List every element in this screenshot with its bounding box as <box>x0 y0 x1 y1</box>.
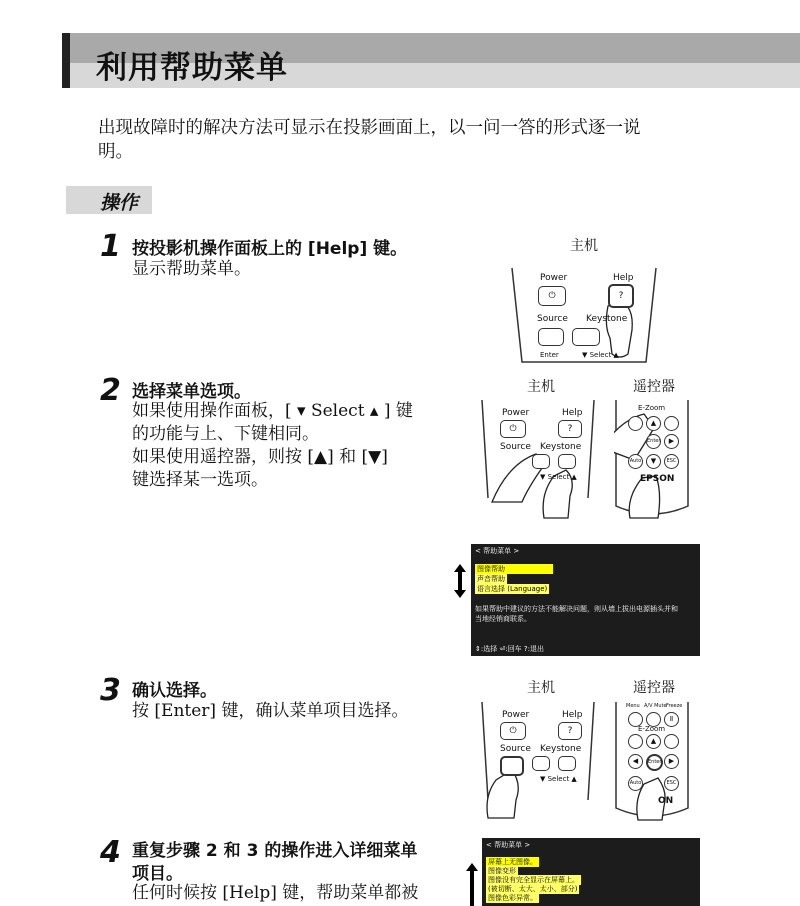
power-button[interactable]: ⏻ <box>500 722 526 740</box>
menu-item-selected[interactable]: 屏幕上无图像。 <box>488 858 537 866</box>
up-button[interactable]: ▲ <box>646 416 661 431</box>
power-label: Power <box>502 710 530 720</box>
right-button[interactable]: ▶ <box>664 434 679 449</box>
header-accent <box>62 33 70 88</box>
control-panel-illustration <box>478 398 598 520</box>
keystone-down-button[interactable] <box>558 454 576 469</box>
enter-button[interactable]: Enter <box>646 754 663 771</box>
step-body-line: 如果使用操作面板，[ ▾ Select ▴ ] 键 <box>132 401 413 421</box>
power-label: Power <box>502 408 530 418</box>
up-arrow-icon <box>465 862 479 906</box>
menu-note-line: 当地经销商联系。 <box>475 615 531 623</box>
intro-line-2: 明。 <box>98 142 133 162</box>
step-title: 选择菜单选项。 <box>132 382 251 402</box>
keystone-up-button[interactable] <box>532 454 550 469</box>
page-title: 利用帮助菜单 <box>96 50 288 86</box>
step-number: 4 <box>100 835 121 870</box>
ezoom-label: E-Zoom <box>638 404 666 412</box>
remote-label: 遥控器 <box>633 379 675 395</box>
keystone-label: Keystone <box>586 314 628 324</box>
keystone-button[interactable] <box>572 328 600 346</box>
updown-arrow-icon <box>452 563 468 599</box>
ezoom-minus-button[interactable] <box>628 734 643 749</box>
source-label: Source <box>500 744 531 754</box>
menu-item[interactable]: 语言选择 (Language) <box>477 585 548 593</box>
source-label: Source <box>500 442 531 452</box>
ezoom-label: E-Zoom <box>638 725 666 733</box>
step-title: 项目。 <box>132 864 183 884</box>
brand-logo: ON <box>658 796 674 806</box>
menu-title: < 帮助菜单 > <box>475 547 520 555</box>
up-button[interactable]: ▲ <box>646 734 661 749</box>
power-button[interactable]: ⏻ <box>538 286 566 306</box>
step-number: 1 <box>100 229 121 264</box>
ezoom-minus-button[interactable] <box>628 416 643 431</box>
keystone-up-button[interactable] <box>532 756 550 771</box>
control-panel-illustration <box>508 266 658 364</box>
help-label: Help <box>613 273 634 283</box>
keystone-down-button[interactable] <box>558 756 576 771</box>
step-number: 2 <box>100 373 121 408</box>
help-button[interactable]: ? <box>558 722 582 740</box>
auto-button[interactable]: Auto <box>628 776 643 791</box>
menu-item[interactable]: 声音帮助 <box>477 575 505 583</box>
down-button[interactable]: ▼ <box>646 454 661 469</box>
freeze-button[interactable]: Ⅱ <box>664 712 679 727</box>
power-label: Power <box>540 273 568 283</box>
auto-button[interactable]: Auto <box>628 454 643 469</box>
keystone-label: Keystone <box>540 744 582 754</box>
step-body-line: 按 [Enter] 键，确认菜单项目选择。 <box>132 701 409 721</box>
menu-footer: ⇕:选择 ⏎:回车 ?:退出 <box>475 645 544 653</box>
select-label: ▼ Select ▲ <box>540 473 577 481</box>
menu-item-selected[interactable]: 图像帮助 <box>475 564 553 574</box>
ezoom-plus-button[interactable] <box>664 734 679 749</box>
step-number: 3 <box>100 673 121 708</box>
menu-item[interactable]: 图像变形 <box>488 867 516 875</box>
source-button[interactable] <box>538 328 564 346</box>
source-label: Source <box>537 314 568 324</box>
step-body-line: 如果使用遥控器，则按 [▲] 和 [▼] <box>132 447 388 467</box>
help-button[interactable]: ? <box>608 284 634 308</box>
step-title: 按投影机操作面板上的 [Help] 键。 <box>132 239 408 259</box>
enter-button[interactable]: Enter <box>646 434 661 449</box>
step-body-line: 任何时候按 [Help] 键，帮助菜单都被 <box>132 883 419 903</box>
menu-label: Menu <box>626 703 640 709</box>
help-label: Help <box>562 408 583 418</box>
help-submenu-screen <box>482 838 700 906</box>
esc-button[interactable]: ESC <box>664 776 679 791</box>
help-menu-screen <box>471 544 700 656</box>
intro-text <box>98 116 698 164</box>
remote-illustration <box>614 398 690 520</box>
select-label: ▼ Select ▲ <box>582 351 619 359</box>
menu-item[interactable]: 图像没有完全显示在屏幕上。 <box>488 876 579 884</box>
menu-item[interactable]: (被切断、太大、太小、部分) <box>488 885 578 893</box>
help-button[interactable]: ? <box>558 420 582 438</box>
remote-label: 遥控器 <box>633 680 675 696</box>
brand-logo: EPSON <box>640 474 675 484</box>
control-panel-illustration <box>478 700 598 822</box>
main-unit-label: 主机 <box>570 238 598 254</box>
step-title: 重复步骤 2 和 3 的操作进入详细菜单 <box>132 841 418 861</box>
panel-outline <box>508 266 658 364</box>
menu-note-line: 如果帮助中建议的方法不能解决问题，则从墙上拔出电源插头并和 <box>475 605 678 613</box>
select-label: ▼ Select ▲ <box>540 775 577 783</box>
freeze-label: Freeze <box>666 703 683 709</box>
help-label: Help <box>562 710 583 720</box>
power-button[interactable]: ⏻ <box>500 420 526 438</box>
step-title: 确认选择。 <box>132 681 217 701</box>
enter-label: Enter <box>540 351 559 359</box>
esc-button[interactable]: ESC <box>664 454 679 469</box>
ezoom-plus-button[interactable] <box>664 416 679 431</box>
main-unit-label: 主机 <box>527 379 555 395</box>
menu-title: < 帮助菜单 > <box>486 841 531 849</box>
remote-illustration <box>614 700 690 822</box>
keystone-label: Keystone <box>540 442 582 452</box>
av-mute-label: A/V Mute <box>644 703 667 709</box>
intro-line-1: 出现故障时的解决方法可显示在投影画面上，以一问一答的形式逐一说 <box>98 118 641 138</box>
enter-source-button[interactable] <box>500 756 524 776</box>
step-body-line: 显示帮助菜单。 <box>132 259 251 279</box>
menu-item[interactable]: 图像色彩异常。 <box>488 894 537 902</box>
step-body-line: 键选择某一选项。 <box>132 470 268 490</box>
right-button[interactable]: ▶ <box>664 754 679 769</box>
step-body-line: 的功能与上、下键相同。 <box>132 424 319 444</box>
main-unit-label: 主机 <box>527 680 555 696</box>
section-title: 操作 <box>100 192 139 214</box>
left-button[interactable]: ◀ <box>628 754 643 769</box>
